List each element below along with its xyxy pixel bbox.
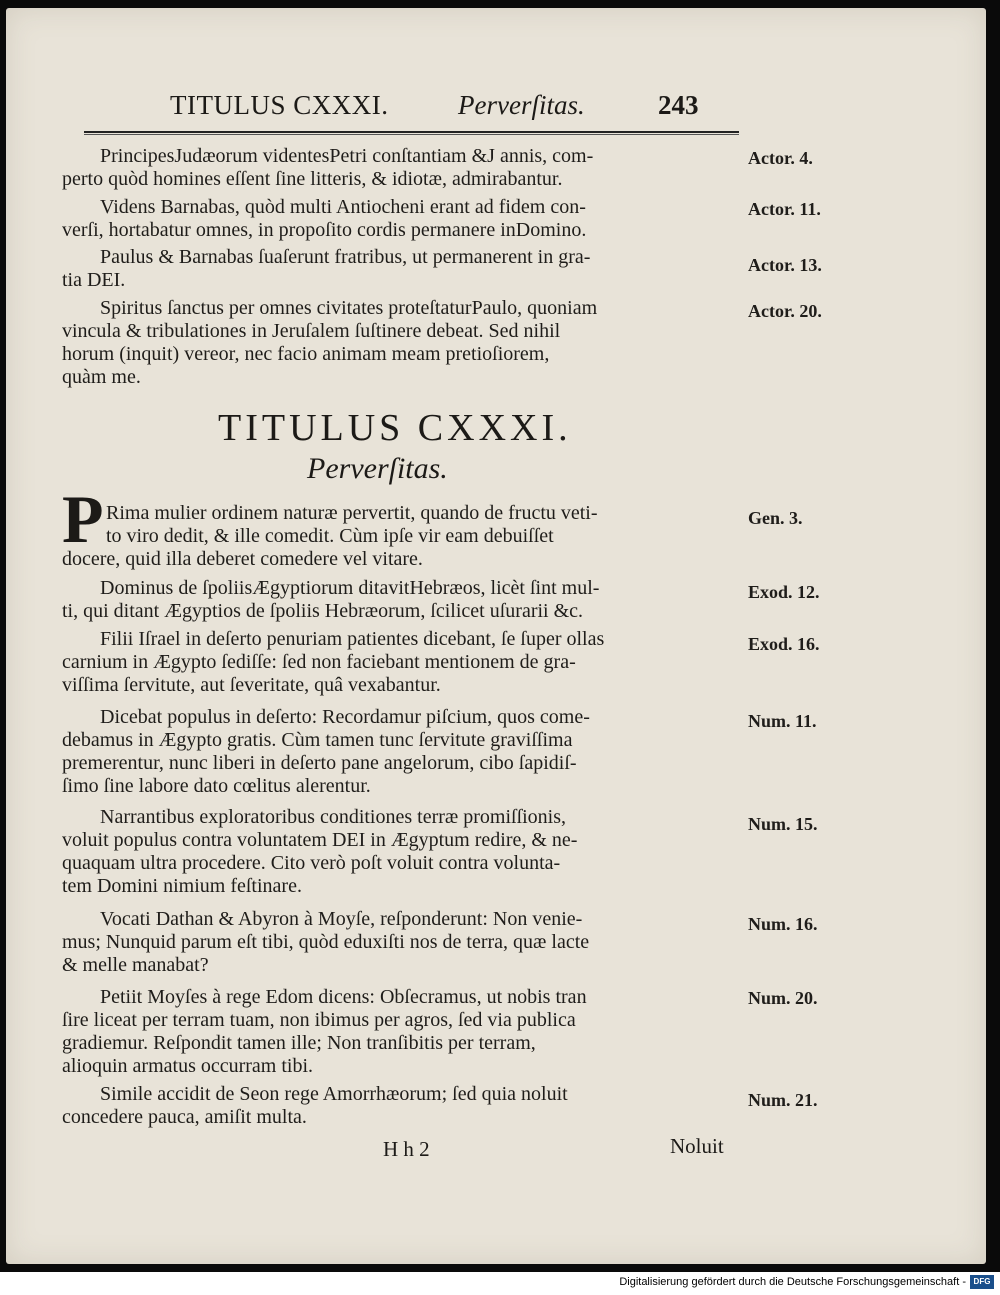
header-subject: Perverſitas. bbox=[458, 90, 585, 120]
margin-ref: Actor. 20. bbox=[748, 301, 822, 321]
text-line: Videns Barnabas, quòd multi Antiocheni erant ad fidem con- bbox=[100, 196, 586, 218]
text-line: vincula & tribulationes in Jeruſalem ſuſtinere debeat. Sed nihil bbox=[62, 320, 561, 342]
text-line: Simile accidit de Seon rege Amorrhæorum; ſed quia noluit bbox=[100, 1083, 568, 1105]
text-line: Vocati Dathan & Abyron à Moyſe, reſponderunt: Non venie- bbox=[100, 908, 583, 930]
paragraph-gen-3 bbox=[62, 502, 742, 571]
text-line: alioquin armatus occurram tibi. bbox=[62, 1055, 314, 1077]
text-line: quaquam ultra procedere. Cito verò poſt voluit contra volunta- bbox=[62, 852, 561, 874]
text-line: PrincipesJudæorum videntesPetri conſtantiam &J annis, com- bbox=[100, 145, 594, 167]
margin-ref: Num. 15. bbox=[748, 814, 818, 834]
paragraph-exod-16 bbox=[62, 628, 742, 697]
text-line: & melle manabat? bbox=[62, 954, 209, 976]
text-line: tem Domini nimium feſtinare. bbox=[62, 875, 302, 897]
text-line: to viro dedit, & ille comedit. Cùm ipſe vir eam debuiſſet bbox=[106, 525, 554, 547]
text-line: quàm me. bbox=[62, 366, 141, 388]
text-line: horum (inquit) vereor, nec facio animam meam pretioſiorem, bbox=[62, 343, 550, 365]
paragraph-num-21 bbox=[62, 1083, 742, 1129]
drop-cap: P bbox=[62, 481, 104, 557]
text-line: concedere pauca, amiſit multa. bbox=[62, 1106, 307, 1128]
footer-text: Digitalisierung gefördert durch die Deutsche Forschungsgemeinschaft - bbox=[619, 1276, 966, 1288]
text-line: ſimo ſine labore dato cœlitus alerentur. bbox=[62, 775, 371, 797]
signature-mark: H h 2 bbox=[383, 1137, 430, 1161]
text-line: docere, quid illa deberet comedere vel vitare. bbox=[62, 548, 423, 570]
text-line: carnium in Ægypto ſediſſe: ſed non faciebant mentionem de gra- bbox=[62, 651, 576, 673]
margin-ref: Exod. 16. bbox=[748, 634, 820, 654]
text-line: Dominus de ſpoliisÆgyptiorum ditavitHebræos, licèt ſint mul- bbox=[100, 577, 600, 599]
text-line: Spiritus ſanctus per omnes civitates proteſtaturPaulo, quoniam bbox=[100, 297, 598, 319]
text-line: viſſima ſervitute, aut ſeveritate, quâ vexabantur. bbox=[62, 674, 441, 696]
paragraph-actor-4 bbox=[62, 145, 742, 191]
catchword: Noluit bbox=[670, 1134, 724, 1158]
paragraph-num-20 bbox=[62, 986, 742, 1078]
text-line: Dicebat populus in deſerto: Recordamur piſcium, quos come- bbox=[100, 706, 590, 728]
paragraph-actor-13 bbox=[62, 246, 742, 292]
text-line: ti, qui ditant Ægyptios de ſpoliis Hebræorum, ſcilicet uſurarii &c. bbox=[62, 600, 584, 622]
dfg-logo: DFG bbox=[970, 1275, 994, 1289]
paragraph-num-15 bbox=[62, 806, 742, 898]
text-line: tia DEI. bbox=[62, 269, 126, 291]
paragraph-actor-11 bbox=[62, 196, 742, 242]
margin-ref: Num. 16. bbox=[748, 914, 818, 934]
text-line: debamus in Ægypto gratis. Cùm tamen tunc ſervitute graviſſima bbox=[62, 729, 573, 751]
text-line: Rima mulier ordinem naturæ pervertit, quando de fructu veti- bbox=[106, 502, 598, 524]
text-line: Paulus & Barnabas ſuaſerunt fratribus, ut permanerent in gra- bbox=[100, 246, 591, 268]
margin-ref: Num. 21. bbox=[748, 1090, 818, 1110]
section-title: TITULUS CXXXI. bbox=[218, 407, 572, 449]
margin-ref: Actor. 11. bbox=[748, 199, 821, 219]
text-line: premerentur, nunc liberi in deſerto pane angelorum, cibo ſapidiſ- bbox=[62, 752, 577, 774]
header-rule bbox=[84, 131, 739, 133]
paragraph-actor-20 bbox=[62, 297, 742, 389]
margin-ref: Exod. 12. bbox=[748, 582, 820, 602]
text-line: verſi, hortabatur omnes, in propoſito cordis permanere inDomino. bbox=[62, 219, 587, 241]
text-line: Filii Iſrael in deſerto penuriam patientes dicebant, ſe ſuper ollas bbox=[100, 628, 605, 650]
text-line: mus; Nunquid parum eſt tibi, quòd eduxiſti nos de terra, quæ lacte bbox=[62, 931, 590, 953]
text-line: Petiit Moyſes à rege Edom dicens: Obſecramus, ut nobis tran bbox=[100, 986, 587, 1008]
text-line: gradiemur. Reſpondit tamen ille; Non tranſibitis per terram, bbox=[62, 1032, 536, 1054]
margin-ref: Gen. 3. bbox=[748, 508, 803, 528]
header-title: TITULUS CXXXI. bbox=[170, 90, 389, 120]
text-line: ſire liceat per terram tuam, non ibimus per agros, ſed via publica bbox=[62, 1009, 576, 1031]
running-header bbox=[170, 90, 740, 130]
margin-ref: Actor. 4. bbox=[748, 148, 813, 168]
margin-ref: Actor. 13. bbox=[748, 255, 822, 275]
page-number: 243 bbox=[658, 90, 699, 120]
text-line: perto quòd homines eſſent ſine litteris, & idiotæ, admirabantur. bbox=[62, 168, 563, 190]
paragraph-num-11 bbox=[62, 706, 742, 798]
paragraph-num-16 bbox=[62, 908, 742, 977]
section-subtitle: Perverſitas. bbox=[307, 452, 448, 485]
text-line: Narrantibus exploratoribus conditiones terræ promiſſionis, bbox=[100, 806, 567, 828]
margin-ref: Num. 20. bbox=[748, 988, 818, 1008]
header-rule-thin bbox=[84, 134, 739, 135]
paragraph-exod-12 bbox=[62, 577, 742, 623]
text-line: voluit populus contra voluntatem DEI in Ægyptum redire, & ne- bbox=[62, 829, 578, 851]
margin-ref: Num. 11. bbox=[748, 711, 817, 731]
footer-bar bbox=[0, 1272, 1000, 1295]
